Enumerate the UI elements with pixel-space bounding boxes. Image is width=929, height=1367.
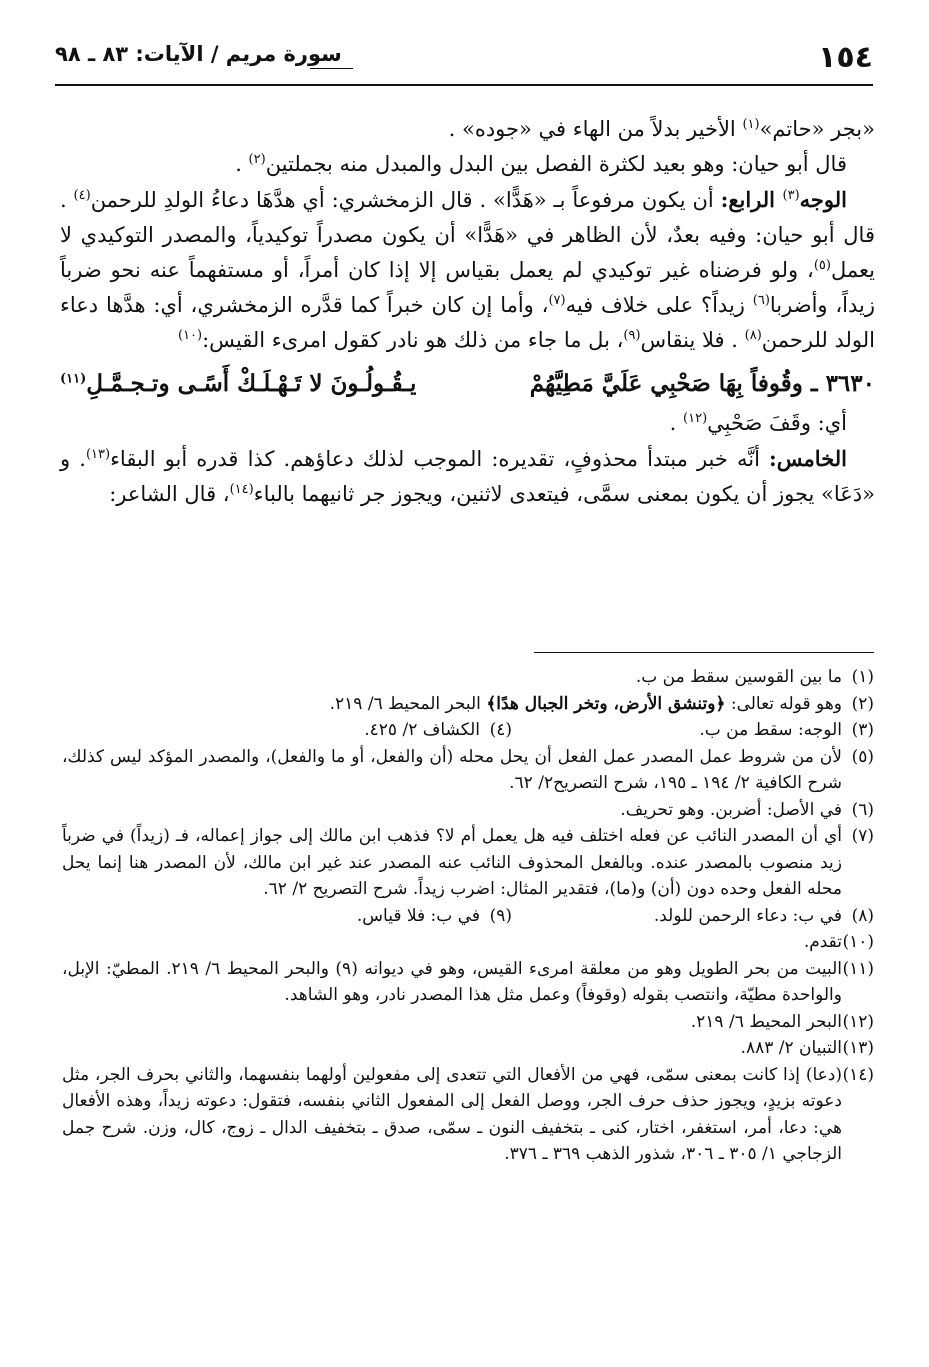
footnote-text: التبيان ٢/ ٨٨٣. [740,1038,842,1058]
footnote [62,929,874,956]
footnote-text: ما بين القوسين سقط من ب. [635,667,842,687]
footnote-ref[interactable]: (٣) [782,188,800,203]
footnote-number: (١٠) [842,932,874,952]
footnote-row [62,903,874,930]
text-run: «بجر «حاتم» [759,117,875,141]
text-run: . [669,411,684,435]
footnote [62,956,874,1009]
footnote [512,717,874,744]
footnote-ref[interactable]: (٤) [73,188,91,203]
footnote-ref[interactable]: (١٤) [229,482,254,497]
footnote [62,1035,874,1062]
footnote-number: (٨) [851,905,874,926]
running-title: سورة مريم / الآيات: ٨٣ ـ ٩٨ [55,42,342,66]
footnote-text: لأن من شروط عمل المصدر عمل الفعل أن يحل محله (أن والفعل، أو ما والفعل)، والمصدر المؤكد ليس كذلك، شرح الكافية ٢/ ١٩٤ ـ ١٩٥، شرح التصريح٢/ ٦٢. [62,746,842,793]
footnote [357,903,512,930]
footnote-number: (٢) [851,693,874,714]
footnote [62,1009,874,1036]
footnote-ref[interactable]: (٥) [813,258,831,273]
footnote-ref[interactable]: (٧) [548,293,566,308]
footnote-text: تقدم. [803,932,842,952]
footnote-number: (٩) [489,905,512,926]
text-run: . [235,152,249,176]
footnote-text: وهو قوله تعالى: [725,693,842,714]
header-rule [310,68,353,69]
text-run: ، بل ما جاء من ذلك هو نادر كقول امرىء القيس: [202,328,624,352]
footnote-ref[interactable]: (١٣) [85,447,111,462]
footnotes [62,664,874,1168]
text-run: . و «دَعَا» يجوز أن يكون بمعنى سمَّى، فيتعدى لاثنين، ويجوز جر ثانيهما بالباء [60,447,875,506]
footnote-number: (٥) [851,746,874,767]
text-run: ، ولو فرضناه غير توكيدي لم يعمل بقياس إلا إذا كان أمراً، أو مستفهماً عنه نحو ضرباً زيداً، وأضربا [60,258,875,317]
page-header [55,34,873,86]
paragraph [60,147,875,182]
footnote-ref[interactable]: (٢) [248,152,266,167]
paragraph [60,182,875,358]
text-run: يـقُـولُـونَ لا تَـهْـلَـكْ أَسًـى وتـجـمَّـلِ [86,370,417,397]
footnote-ref[interactable]: (٩) [623,328,641,343]
footnote-number: (١٢) [842,1011,874,1032]
text-run: أي: وقَفَ صَحْبِي [707,411,847,435]
footnote-text: في ب: دعاء الرحمن للولد. [653,905,842,926]
section-lead: الخامس: [769,446,847,471]
footnote-ref[interactable]: (٨) [744,328,762,343]
section-lead: الوجه [799,187,847,212]
section-lead: الرابع: [720,187,783,212]
footnote-text: في ب: فلا قياس. [356,905,480,926]
footnote-ref[interactable]: (١٢) [683,411,708,426]
paragraph [60,441,875,512]
footnote [62,664,874,691]
footnote [62,744,874,797]
footnote-row [62,717,874,744]
footnote [62,797,874,824]
footnote-number: (٣) [851,720,874,740]
quranic-quote: ﴿وتنشق الأرض، وتخر الجبال هدًا﴾ [486,693,726,714]
verse-number: ٣٦٣٠ ـ [802,370,875,397]
footnote-text: (دعا) إذا كانت بمعنى سمّى، فهي من الأفعال التي تتعدى إلى مفعولين أولهما بنفسهما، والثاني بحرف الجر، مثل دعوته بزيدٍ، ويجوز حذف حرف الجر، ووصل الفعل إلى المفعول الثاني بنفسه، فتقول: دعوته زيداً، وهذه الأفعال هي: دعا، أمر، استغفر، اختار، كنى ـ بتخفيف النون ـ سمّى، صدق ـ بتخفيف الدال ـ زوج، كال، وزن. شرح جمل الزجاجي ١/ ٣٠٥ ـ ٣٠٦، شذور الذهب ٣٦٩ ـ ٣٧٦. [62,1064,842,1164]
main-text [60,112,875,512]
footnote-number: (٧) [851,826,874,846]
footnote-ref[interactable]: (١) [742,117,760,132]
paragraph [60,406,875,441]
text-run: وقُوفاً بِهَا صَحْبِي عَلَيَّ مَطِيَّهُمْ [529,370,803,397]
footnote-number: (١١) [842,958,874,979]
footnote [62,823,874,903]
footnote-ref[interactable]: (١١) [60,371,87,387]
footnote-text: البيت من بحر الطويل وهو من معلقة امرىء القيس، وهو في ديوانه (٩) والبحر المحيط ٦/ ٢١٩. المطيّ: الإبل، والواحدة مطيّة، وانتصب بقوله (وقوفاً) وعمل مثل هذا المصدر نادر، وهو الشاهد. [62,958,843,1005]
text-run: أن يكون مرفوعاً بـ «هَدًّا» . قال الزمخشري: أي هدَّهَا دعاءُ الولدِ للرحمن [90,188,721,212]
footnote-text: أي أن المصدر النائب عن فعله اختلف فيه هل يعمل أم لا؟ فذهب ابن مالك إلى جواز إعماله، فـ (زيداً) في ضرباً زيد منصوب بالمصدر عنده. وبالفعل المحذوف النائب عنه المصدر عند غير ابن مالك، لأن المصدر هنا إنما يحل محله الفعل وحده دون (أن) و(ما)، فتقدير المثال: اضرب زيداً. شرح التصريح ٢/ ٦٢. [62,826,842,899]
text-run: ، وأما إن كان خبراً كما قدَّره الزمخشري، أي: هدَّها دعاء الولد للرحمن [60,293,875,352]
poetry-verse [60,362,875,406]
footnote-number: (١) [851,667,874,687]
footnote-text: في الأصل: أضربن. وهو تحريف. [620,799,842,820]
footnote-text: الوجه: سقط من ب. [699,720,842,740]
footnote-text: الكشاف ٢/ ٤٢٥. [364,720,480,740]
paragraph [60,112,875,147]
footnote-ref[interactable]: (٦) [752,293,770,308]
page-number: ١٥٤ [818,40,873,75]
text-run: ، قال الشاعر: [109,482,230,506]
footnote [62,691,874,718]
footnote-separator [534,652,874,653]
text-run: زيداً؟ على خلاف فيه [565,293,753,317]
text-run: . فلا ينقاس [640,328,745,352]
verse-first-hemistich [530,362,875,406]
footnote-text: البحر المحيط ٦/ ٢١٩. [690,1011,842,1032]
text-run: أنَّه خبر مبتدأ محذوفٍ، تقديره: الموجب لذلك دعاؤهم. كذا قدره أبو البقاء [110,447,770,471]
text-run: قال أبو حيان: وهو بعيد لكثرة الفصل بين البدل والمبدل منه بجملتين [265,152,847,176]
text-run: . قال أبو حيان: وفيه بعدٌ، لأن الظاهر في «هَدًّا» أن يكون مصدراً توكيدياً، والمصدر التوكيدي لا يعمل [60,188,875,282]
footnote [364,717,512,744]
verse-second-hemistich [60,362,416,406]
footnote-number: (٤) [489,720,512,740]
footnote-number: (١٤) [842,1064,874,1085]
text-run: الأخير بدلاً من الهاء في «جوده» . [448,117,743,141]
footnote-number: (١٣) [842,1038,874,1058]
footnote [512,903,874,930]
footnote-text: البحر المحيط ٦/ ٢١٩. [329,693,487,714]
footnote [62,1062,874,1168]
footnote-ref[interactable]: (١٠) [177,328,203,343]
footnote-number: (٦) [851,799,874,820]
